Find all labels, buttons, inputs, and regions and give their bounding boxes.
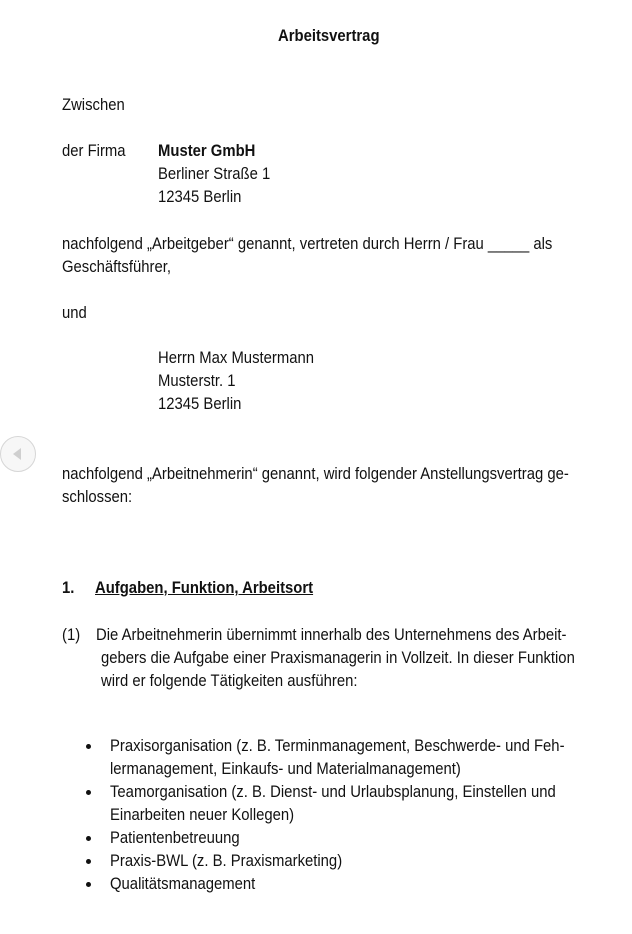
employer-street: Berliner Straße 1 — [158, 165, 271, 183]
employee-clause-line: nachfolgend „Arbeitnehmerin“ genannt, wird folgender Anstellungsvertrag ge- — [62, 465, 569, 483]
bullet-marker — [86, 882, 91, 887]
section-heading: Aufgaben, Funktion, Arbeitsort — [95, 579, 314, 597]
paragraph-number: (1) — [62, 626, 81, 644]
employee-street: Musterstr. 1 — [158, 372, 236, 390]
employee-name: Herrn Max Mustermann — [158, 349, 314, 367]
document-title: Arbeitsvertrag — [278, 27, 380, 45]
list-item: lermanagement, Einkaufs- und Materialmanagement) — [110, 760, 461, 778]
section-number: 1. — [62, 579, 75, 597]
paragraph-line: Die Arbeitnehmerin übernimmt innerhalb des Unternehmens des Arbeit- — [96, 626, 567, 644]
paragraph-line: gebers die Aufgabe einer Praxismanagerin in Vollzeit. In dieser Funktion — [101, 649, 575, 667]
list-item: Qualitätsmanagement — [110, 875, 256, 893]
list-item: Einarbeiten neuer Kollegen) — [110, 806, 295, 824]
employer-city: 12345 Berlin — [158, 188, 242, 206]
previous-page-button[interactable] — [0, 436, 36, 472]
intro-text: Zwischen — [62, 96, 125, 114]
paragraph-line: wird er folgende Tätigkeiten ausführen: — [101, 672, 358, 690]
list-item: Teamorganisation (z. B. Dienst- und Urlaubsplanung, Einstellen und — [110, 783, 556, 801]
list-item: Patientenbetreuung — [110, 829, 240, 847]
employee-clause-line: schlossen: — [62, 488, 133, 506]
chevron-left-icon — [10, 446, 26, 462]
bullet-marker — [86, 836, 91, 841]
list-item: Praxis-BWL (z. B. Praxismarketing) — [110, 852, 343, 870]
conjunction-text: und — [62, 304, 87, 322]
employer-label: der Firma — [62, 142, 126, 160]
bullet-marker — [86, 744, 91, 749]
employee-city: 12345 Berlin — [158, 395, 242, 413]
bullet-marker — [86, 859, 91, 864]
bullet-marker — [86, 790, 91, 795]
employer-name: Muster GmbH — [158, 142, 256, 160]
employer-clause-line: nachfolgend „Arbeitgeber“ genannt, vertreten durch Herrn / Frau _____ als — [62, 235, 553, 253]
list-item: Praxisorganisation (z. B. Terminmanagement, Beschwerde- und Feh- — [110, 737, 565, 755]
employer-clause-line: Geschäftsführer, — [62, 258, 171, 276]
